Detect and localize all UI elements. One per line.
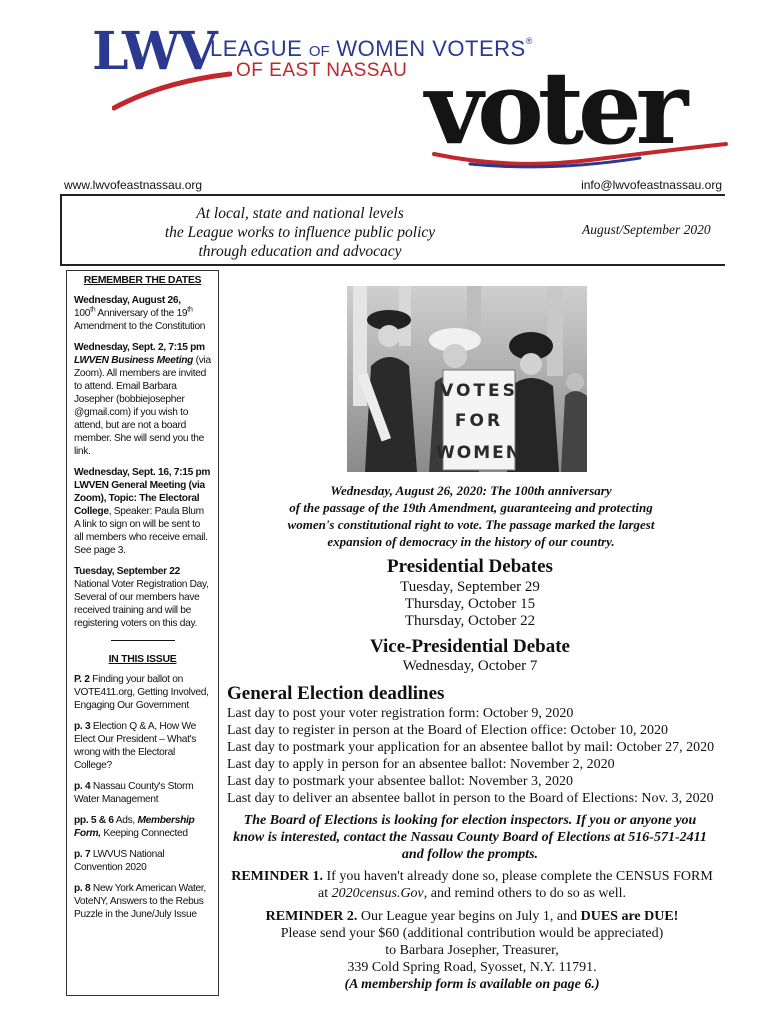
presidential-debates-heading: Presidential Debates — [387, 556, 553, 577]
suffragists-photo — [347, 286, 587, 472]
deadlines-heading: General Election deadlines — [227, 683, 445, 704]
inspectors-notice: The Board of Elections is looking for election inspectors. If you or anyone you know is interested, contact the Nassau County Board of Elections at 516-571-2411 and follow the prompts. — [233, 813, 707, 862]
reminder-1: REMINDER 1. If you haven't already done so, please complete the CENSUS FORM at 2020census.Gov, and remind others to do so as well. — [231, 869, 713, 901]
sidebar-divider — [111, 640, 175, 641]
issue-p4: p. 4 Nassau County's Storm Water Management — [74, 781, 194, 805]
org-subname: OF EAST NASSAU — [236, 60, 408, 81]
issue-date: August/September 2020 — [582, 222, 711, 237]
voter-swoosh — [430, 140, 730, 170]
reminder-2: REMINDER 2. Our League year begins on July 1, and DUES are DUE! Please send your $60 (additional contribution would be appreciated) to Barbara Josepher, Treasurer, 339 Cold Spring Road, Syosset, N.Y. 11791. (A membership form is available on page 6.) — [265, 909, 679, 992]
issue-p3: p. 3 Election Q & A, How We Elect Our President – What's wrong with the Electoral College? — [74, 721, 197, 771]
deadline-item: Last day to register in person at the Board of Election office: October 10, 2020 — [227, 723, 668, 738]
org-name: LEAGUE OF WOMEN VOTERS® — [210, 36, 533, 61]
lwv-logo: LWV — [92, 21, 215, 82]
debate-date: Thursday, October 22 — [404, 613, 536, 629]
event-sep2: Wednesday, Sept. 2, 7:15 pm LWVEN Business Meeting (via Zoom). All members are invited to attend. Email Barbara Josepher (bobbiejosepher @gmail.com) if you wish to attend, but are not a board member. She will send you the link. — [74, 342, 211, 457]
event-sep16: Wednesday, Sept. 16, 7:15 pm LWVEN General Meeting (via Zoom), Topic: The Electoral College, Speaker: Paula Blum A link to sign on will be sent to all members who receive email. See page 3. — [74, 467, 211, 556]
deadline-item: Last day to postmark your absentee ballot: November 3, 2020 — [227, 774, 574, 789]
photo-caption: Wednesday, August 26, 2020: The 100th anniversary of the passage of the 19th Amendment, guaranteeing and protecting women's constitutional right to vote. The passage marked the largest expansion of democracy in the history of our country. — [287, 483, 655, 549]
vp-debate-heading: Vice-Presidential Debate — [370, 636, 570, 657]
deadlines-list — [227, 705, 714, 807]
sign-line-2: FOR — [454, 411, 504, 431]
census-site[interactable]: 2020census.Gov — [331, 886, 424, 901]
sign-line-3: WOMEN — [436, 443, 522, 463]
website-link[interactable]: www.lwvofeastnassau.org — [64, 178, 203, 192]
issue-p8: p. 8 New York American Water, VoteNY, Answers to the Rebus Puzzle in the June/July Issue — [74, 883, 206, 920]
issue-p2: P. 2 Finding your ballot on VOTE411.org, Getting Involved, Engaging Our Government — [74, 674, 209, 711]
debate-date: Tuesday, September 29 — [400, 579, 540, 595]
deadline-item: Last day to deliver an absentee ballot in person to the Board of Elections: Nov. 3, 2020 — [227, 791, 714, 806]
sign-line-1: VOTES — [440, 381, 518, 401]
presidential-debate-dates — [240, 579, 700, 630]
event-sep22: Tuesday, September 22 National Voter Registration Day, Several of our members have received training and will be registering voters on this day. — [74, 566, 209, 629]
email-link[interactable]: info@lwvofeastnassau.org — [581, 178, 722, 192]
issue-p5-6: pp. 5 & 6 Ads, Membership Form, Keeping Connected — [74, 815, 195, 839]
publication-title: voter — [425, 49, 683, 167]
deadline-item: Last day to post your voter registration form: October 9, 2020 — [227, 706, 574, 721]
lwv-logo-swoosh — [112, 70, 232, 112]
issue-p7: p. 7 LWVUS National Convention 2020 — [74, 849, 165, 873]
dates-title: REMEMBER THE DATES — [83, 274, 202, 286]
issue-title: IN THIS ISSUE — [108, 653, 177, 665]
vp-debate-date: Wednesday, October 7 — [402, 658, 538, 674]
deadline-item: Last day to postmark your application for an absentee ballot by mail: October 27, 2020 — [227, 740, 715, 755]
debate-date: Thursday, October 15 — [404, 596, 536, 612]
deadline-item: Last day to apply in person for an absentee ballot: November 2, 2020 — [227, 757, 615, 772]
sidebar — [66, 270, 219, 996]
event-aug26: Wednesday, August 26, 100th Anniversary of the 19th Amendment to the Constitution — [74, 295, 206, 332]
mission-statement: At local, state and national levels the League works to influence public policy through education and advocacy — [164, 205, 436, 260]
